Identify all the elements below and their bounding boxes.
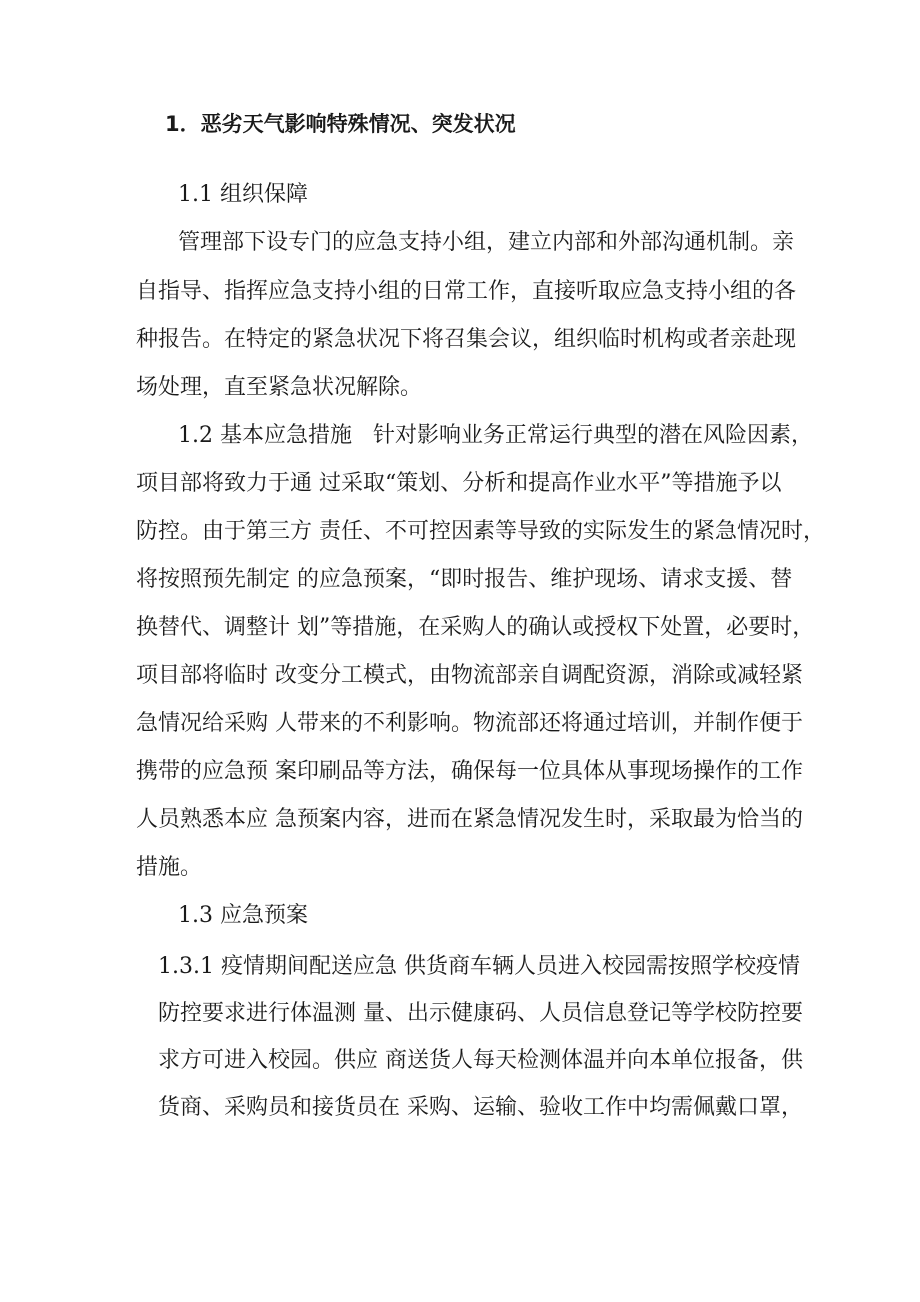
paragraph-line: 防控要求进行体温测 量、出示健康码、人员信息登记等学校防控要 xyxy=(158,1001,803,1026)
paragraph-line: 场处理，直至紧急状况解除。 xyxy=(136,375,423,400)
paragraph-line: 急情况给采购 人带来的不利影响。物流部还将通过培训，并制作便于 xyxy=(136,711,803,736)
paragraph-line: 求方可进入校园。供应 商送货人每天检测体温并向本单位报备，供 xyxy=(158,1048,803,1073)
paragraph-line: 将按照预先制定 的应急预案，“即时报告、维护现场、请求支援、替 xyxy=(136,567,793,592)
paragraph-line: 换替代、调整计 划”等措施，在采购人的确认或授权下处置，必要时， xyxy=(136,615,815,640)
section-1-2-line: 1.2 基本应急措施 针对影响业务正常运行典型的潜在风险因素， xyxy=(178,423,813,448)
paragraph-line: 防控。由于第三方 责任、不可控因素等导致的实际发生的紧急情况时， xyxy=(136,519,825,544)
paragraph-line: 项目部将致力于通 过采取“策划、分析和提高作业水平”等措施予以 xyxy=(136,471,782,496)
paragraph-line: 自指导、指挥应急支持小组的日常工作，直接听取应急支持小组的各 xyxy=(136,279,797,304)
section-1-3-1-line: 1.3.1 疫情期间配送应急 供货商车辆人员进入校园需按照学校疫情 xyxy=(158,954,800,979)
paragraph-line: 人员熟悉本应 急预案内容，进而在紧急情况发生时，采取最为恰当的 xyxy=(136,807,803,832)
paragraph-line: 项目部将临时 改变分工模式，由物流部亲自调配资源，消除或减轻紧 xyxy=(136,663,803,688)
paragraph-line: 措施。 xyxy=(136,855,203,880)
paragraph-line: 种报告。在特定的紧急状况下将召集会议，组织临时机构或者亲赴现 xyxy=(136,327,797,352)
section-heading: 1．恶劣天气影响特殊情况、突发状况 xyxy=(165,112,516,136)
section-1-3-title: 1.3 应急预案 xyxy=(178,903,308,928)
paragraph-line: 管理部下设专门的应急支持小组，建立内部和外部沟通机制。亲 xyxy=(178,230,795,255)
section-1-1-title: 1.1 组织保障 xyxy=(178,182,308,207)
paragraph-line: 货商、采购员和接货员在 采购、运输、验收工作中均需佩戴口罩， xyxy=(158,1095,803,1120)
paragraph-line: 携带的应急预 案印刷品等方法，确保每一位具体从事现场操作的工作 xyxy=(136,759,803,784)
